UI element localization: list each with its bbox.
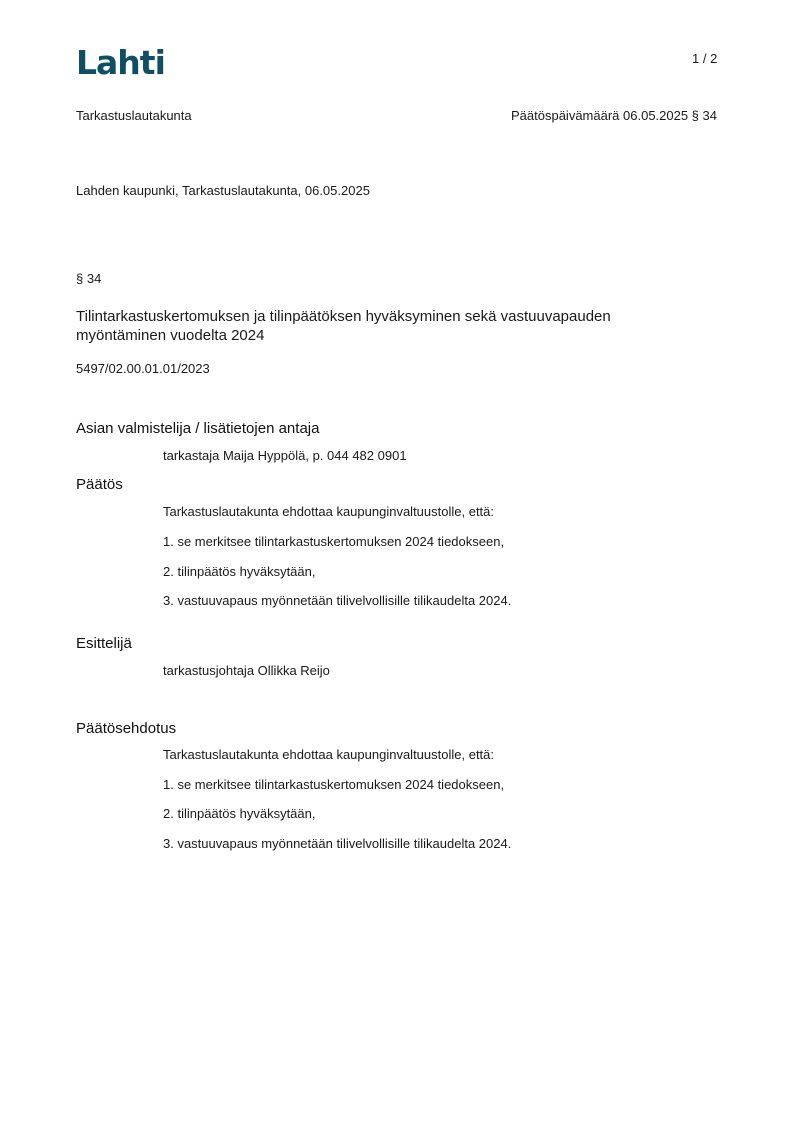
decision-item: 1. se merkitsee tilintarkastuskertomuksen 2024 tiedokseen,	[163, 534, 505, 549]
preparer-text: tarkastaja Maija Hyppölä, p. 044 482 0901	[163, 448, 407, 463]
title-line-1: Tilintarkastuskertomuksen ja tilinpäätöksen hyväksyminen sekä vastuuvapauden	[76, 308, 611, 325]
proposal-heading: Päätösehdotus	[76, 720, 177, 737]
lahti-logo: Lahti	[76, 43, 165, 82]
meeting-line: Lahden kaupunki, Tarkastuslautakunta, 06.05.2025	[76, 183, 370, 198]
proposal-item: 3. vastuuvapaus myönnetään tilivelvollisille tilikaudelta 2024.	[163, 836, 512, 851]
preparer-heading: Asian valmistelija / lisätietojen antaja	[76, 420, 320, 437]
decision-item: 3. vastuuvapaus myönnetään tilivelvollisille tilikaudelta 2024.	[163, 593, 512, 608]
decision-item: 2. tilinpäätös hyväksytään,	[163, 564, 316, 579]
presenter-text: tarkastusjohtaja Ollikka Reijo	[163, 663, 330, 678]
decision-date: Päätöspäivämäärä 06.05.2025 § 34	[511, 108, 717, 123]
section-mark: § 34	[76, 271, 102, 286]
decision-heading: Päätös	[76, 476, 123, 493]
proposal-intro: Tarkastuslautakunta ehdottaa kaupunginvaltuustolle, että:	[163, 747, 495, 762]
proposal-item: 1. se merkitsee tilintarkastuskertomuksen 2024 tiedokseen,	[163, 777, 505, 792]
decision-intro: Tarkastuslautakunta ehdottaa kaupunginvaltuustolle, että:	[163, 504, 495, 519]
proposal-item: 2. tilinpäätös hyväksytään,	[163, 806, 316, 821]
title-line-2: myöntäminen vuodelta 2024	[76, 327, 265, 344]
case-number: 5497/02.00.01.01/2023	[76, 361, 210, 376]
page-number: 1 / 2	[692, 51, 718, 66]
board-name: Tarkastuslautakunta	[76, 108, 192, 123]
presenter-heading: Esittelijä	[76, 635, 132, 652]
page-title	[76, 307, 676, 345]
